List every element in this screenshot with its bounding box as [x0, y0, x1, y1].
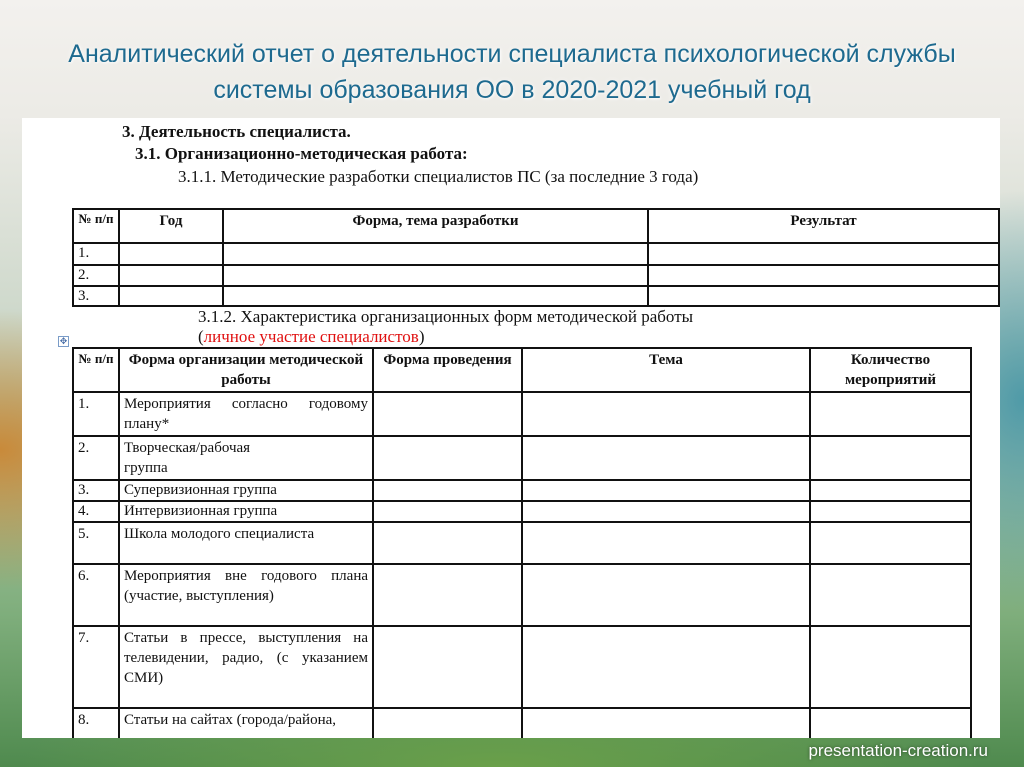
col-form-topic: Форма, тема разработки	[223, 209, 648, 243]
cell[interactable]	[522, 564, 810, 626]
cell[interactable]	[522, 708, 810, 738]
col-result: Результат	[648, 209, 999, 243]
personal-participation-note: личное участие специалистов	[203, 327, 419, 346]
cell[interactable]	[119, 243, 223, 265]
footer-watermark: presentation-creation.ru	[808, 741, 988, 760]
cell[interactable]	[810, 392, 971, 436]
row-num: 2.	[73, 265, 119, 286]
cell[interactable]	[648, 265, 999, 286]
slide-title-line1: Аналитический отчет о деятельности специалиста психологической службы	[68, 40, 956, 68]
cell[interactable]	[373, 480, 522, 501]
row-num: 7.	[73, 626, 119, 708]
row-num: 6.	[73, 564, 119, 626]
row-num: 3.	[73, 480, 119, 501]
document-image	[22, 118, 1000, 738]
table-row	[73, 564, 971, 626]
row-form: Мероприятия согласно годовому плану*	[119, 392, 373, 436]
cell[interactable]	[810, 522, 971, 564]
slide-title	[0, 36, 1024, 108]
sub2-heading: 3.1.2. Характеристика организационных форм методической работы	[198, 307, 694, 326]
row-form: Мероприятия вне годового плана (участие, выступления)	[119, 564, 373, 626]
cell[interactable]	[119, 265, 223, 286]
methodical-forms-table	[72, 347, 972, 738]
row-form: Статьи на сайтах (города/района,	[119, 708, 373, 738]
cell[interactable]	[522, 522, 810, 564]
sub1-heading: 3.1.1. Методические разработки специалистов ПС (за последние 3 года)	[178, 167, 699, 186]
col-num: № п/п	[73, 209, 119, 243]
cell[interactable]	[648, 286, 999, 306]
table-row	[73, 392, 971, 436]
cell[interactable]	[373, 626, 522, 708]
table-row	[73, 480, 971, 501]
cell[interactable]	[223, 265, 648, 286]
row-form: Творческая/рабочая группа	[119, 436, 373, 480]
sub2-note	[198, 327, 424, 347]
table-row	[73, 286, 999, 306]
cell[interactable]	[810, 501, 971, 522]
row-form: Супервизионная группа	[119, 480, 373, 501]
slide-title-line2: системы образования ОО в 2020-2021 учебный год	[213, 76, 811, 104]
row-num: 3.	[73, 286, 119, 306]
table-move-handle-icon[interactable]: ✥	[59, 336, 68, 346]
table-row	[73, 626, 971, 708]
cell[interactable]	[223, 286, 648, 306]
cell[interactable]	[810, 564, 971, 626]
table-row	[73, 265, 999, 286]
cell[interactable]	[810, 626, 971, 708]
row-num: 1.	[73, 392, 119, 436]
cell[interactable]	[522, 392, 810, 436]
col-num: № п/п	[73, 348, 119, 392]
row-form: Школа молодого специалиста	[119, 522, 373, 564]
col-conduct-form: Форма проведения	[373, 348, 522, 392]
cell[interactable]	[810, 708, 971, 738]
row-form: Статьи в прессе, выступления на телевидении, радио, (с указанием СМИ)	[119, 626, 373, 708]
col-topic: Тема	[522, 348, 810, 392]
cell[interactable]	[223, 243, 648, 265]
col-count: Количество мероприятий	[810, 348, 971, 392]
cell[interactable]	[522, 436, 810, 480]
row-num: 2.	[73, 436, 119, 480]
cell[interactable]	[373, 436, 522, 480]
table-row	[73, 522, 971, 564]
table-row	[73, 708, 971, 738]
paren: )	[418, 327, 425, 346]
cell[interactable]	[648, 243, 999, 265]
table-row	[73, 501, 971, 522]
row-num: 1.	[73, 243, 119, 265]
cell[interactable]	[373, 501, 522, 522]
cell[interactable]	[810, 436, 971, 480]
cell[interactable]	[119, 286, 223, 306]
row-num: 8.	[73, 708, 119, 738]
cell[interactable]	[373, 708, 522, 738]
cell[interactable]	[810, 480, 971, 501]
table-row	[73, 436, 971, 480]
cell[interactable]	[522, 480, 810, 501]
section-heading: 3. Деятельность специалиста.	[122, 122, 351, 141]
developments-table	[72, 208, 1000, 307]
row-num: 4.	[73, 501, 119, 522]
subsection-heading: 3.1. Организационно-методическая работа:	[135, 144, 468, 163]
cell[interactable]	[373, 564, 522, 626]
table-row	[73, 243, 999, 265]
cell[interactable]	[522, 501, 810, 522]
cell[interactable]	[522, 626, 810, 708]
row-num: 5.	[73, 522, 119, 564]
cell[interactable]	[373, 522, 522, 564]
row-form: Интервизионная группа	[119, 501, 373, 522]
cell[interactable]	[373, 392, 522, 436]
paren: (	[198, 327, 204, 346]
col-org-form: Форма организации методической работы	[119, 348, 373, 392]
col-year: Год	[119, 209, 223, 243]
